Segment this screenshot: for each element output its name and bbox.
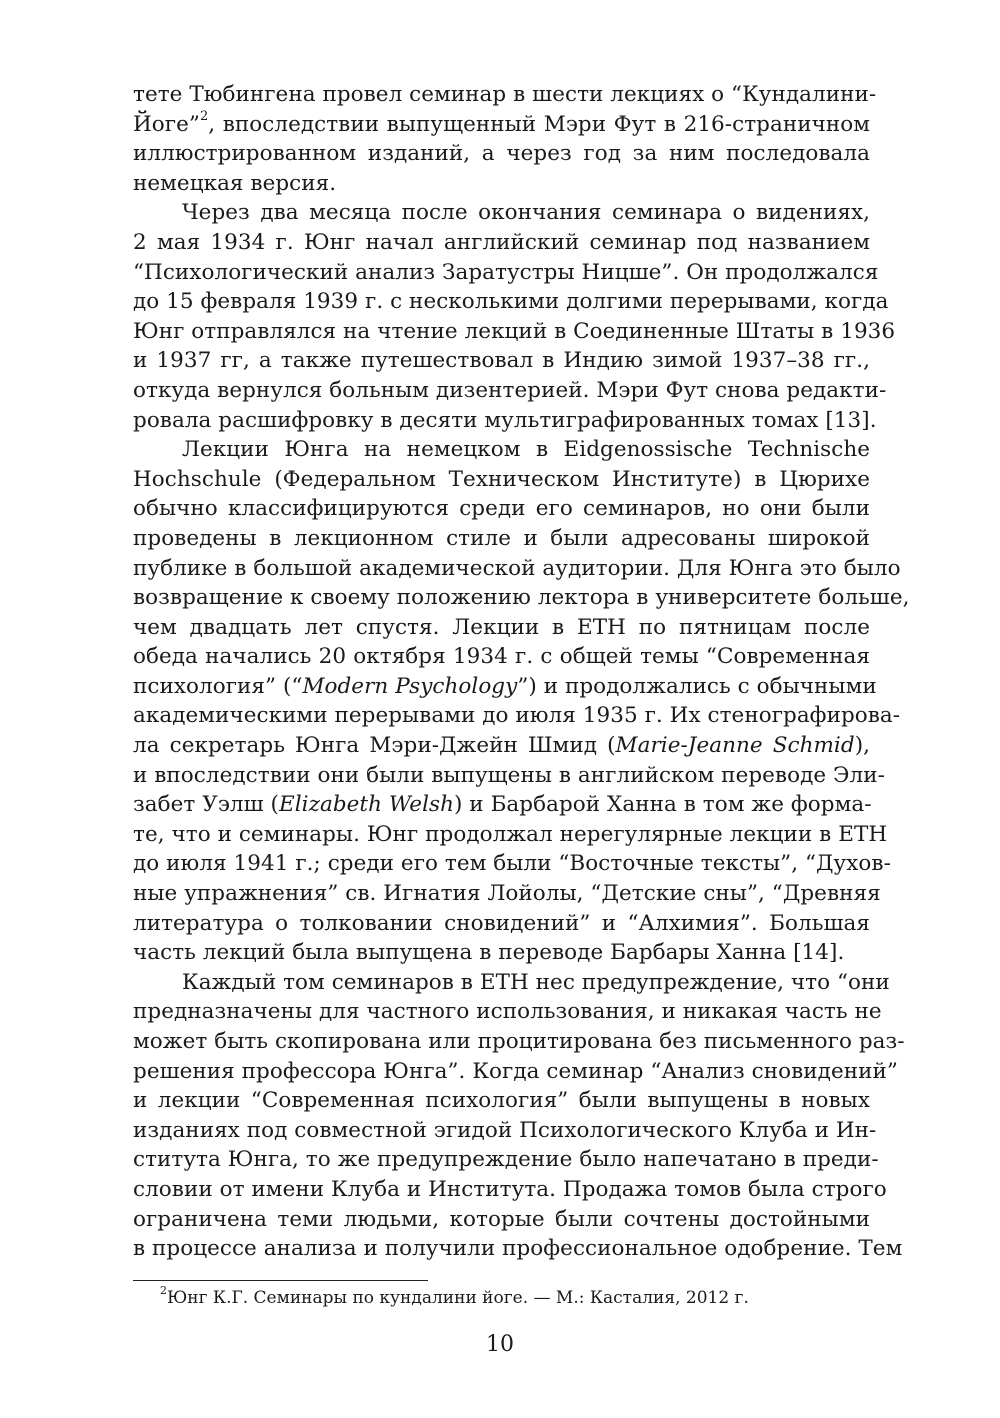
footnote-marker: 2	[160, 1284, 167, 1298]
text-line: Hochschule (Федеральном Техническом Институте) в Цюрихе	[133, 466, 870, 492]
text-line: проведены в лекционном стиле и были адресованы широкой	[133, 525, 870, 551]
text-line: ститута Юнга, то же предупреждение было напечатано в преди-	[133, 1147, 879, 1173]
text-line: обычно классифицируются среди его семинаров, но они были	[133, 496, 870, 522]
text-segment: Йоге”	[133, 111, 200, 137]
text-line: академическими перерывами до июля 1935 г. Их стенографирова-	[133, 703, 901, 729]
text-line: в процессе анализа и получили профессиональное одобрение. Тем	[133, 1236, 903, 1262]
text-line	[133, 672, 877, 702]
text-segment: ”) и продолжались с обычными	[517, 673, 877, 699]
text-line	[133, 790, 870, 820]
text-line: Лекции Юнга на немецком в Eidgenossische Technische	[182, 437, 870, 463]
footnote-reference[interactable]: 2	[199, 109, 209, 125]
italic-name: Elizabeth Welsh	[279, 792, 454, 818]
footnote	[160, 1284, 749, 1309]
text-segment: ),	[854, 733, 871, 759]
text-line	[133, 731, 870, 761]
text-line: до 15 февраля 1939 г. с несколькими долгими перерывами, когда	[133, 289, 889, 315]
text-line: Через два месяца после окончания семинара о видениях,	[182, 200, 870, 226]
text-line: тете Тюбингена провел семинар в шести лекциях о “Кундалини-	[133, 82, 877, 107]
text-line: иллюстрированном изданий, а через год за ним последовала	[133, 141, 870, 167]
text-segment: забет Уэлш (	[133, 792, 279, 818]
text-line: ровала расшифровку в десяти мультиграфированных томах [13].	[133, 407, 877, 433]
text-line: может быть скопирована или процитирована без письменного раз-	[133, 1029, 905, 1054]
text-line: немецкая версия.	[133, 170, 337, 196]
text-segment: психология” (“	[133, 673, 303, 699]
body-text	[133, 80, 910, 1264]
text-line: литература о толковании сновидений” и “Алхимия”. Большая	[133, 910, 870, 936]
text-line	[133, 110, 870, 140]
text-segment: ла секретарь Юнга Мэри-Джейн Шмид (	[133, 733, 616, 759]
text-line: откуда вернулся больным дизентерией. Мэри Фут снова редакти-	[133, 377, 887, 403]
text-line: Каждый том семинаров в ЕТН нес предупреждение, что “они	[182, 969, 890, 995]
text-line: до июля 1941 г.; среди его тем были “Восточные тексты”, “Духов-	[133, 851, 891, 877]
text-line: решения профессора Юнга”. Когда семинар “Анализ сновидений”	[133, 1058, 898, 1084]
text-line: словии от имени Клуба и Института. Продажа томов была строго	[133, 1176, 887, 1202]
footnote-text: Юнг К.Г. Семинары по кундалини йоге. — М.: Касталия, 2012 г.	[167, 1288, 749, 1308]
text-line: Юнг отправлялся на чтение лекций в Соединенные Штаты в 1936	[133, 318, 896, 344]
text-line: часть лекций была выпущена в переводе Барбары Ханна [14].	[133, 940, 845, 966]
text-line: и лекции “Современная психология” были выпущены в новых	[133, 1088, 870, 1114]
page-number: 10	[486, 1332, 514, 1357]
italic-name: Marie-Jeanne Schmid	[615, 733, 855, 759]
text-line: возвращение к своему положению лектора в университете больше,	[133, 585, 910, 611]
text-line: чем двадцать лет спустя. Лекции в ЕТН по пятницам после	[133, 614, 870, 640]
text-segment: , впоследствии выпущенный Мэри Фут в 216-страничном	[208, 111, 870, 137]
text-line: обеда начались 20 октября 1934 г. с общей темы “Современная	[133, 644, 870, 670]
text-line: предназначены для частного использования, и никакая часть не	[133, 999, 882, 1025]
text-line: 2 мая 1934 г. Юнг начал английский семинар под названием	[133, 229, 870, 255]
text-line: “Психологический анализ Заратустры Ницше”. Он продолжался	[133, 259, 879, 285]
italic-title: Modern Psychology	[302, 673, 518, 699]
text-segment: ) и Барбарой Ханна в том же форма-	[453, 792, 872, 818]
text-line: изданиях под совместной эгидой Психологического Клуба и Ин-	[133, 1117, 877, 1143]
text-line: и 1937 гг, а также путешествовал в Индию зимой 1937–38 гг.,	[133, 348, 870, 374]
text-line: ные упражнения” св. Игнатия Лойолы, “Детские сны”, “Древняя	[133, 881, 881, 907]
text-line: публике в большой академической аудитории. Для Юнга это было	[133, 555, 901, 581]
text-line: ограничена теми людьми, которые были сочтены достойными	[133, 1206, 870, 1232]
footnote-divider	[133, 1280, 428, 1281]
text-line: и впоследствии они были выпущены в английском переводе Эли-	[133, 762, 885, 788]
text-line: те, что и семинары. Юнг продолжал нерегулярные лекции в ЕТН	[133, 821, 888, 847]
